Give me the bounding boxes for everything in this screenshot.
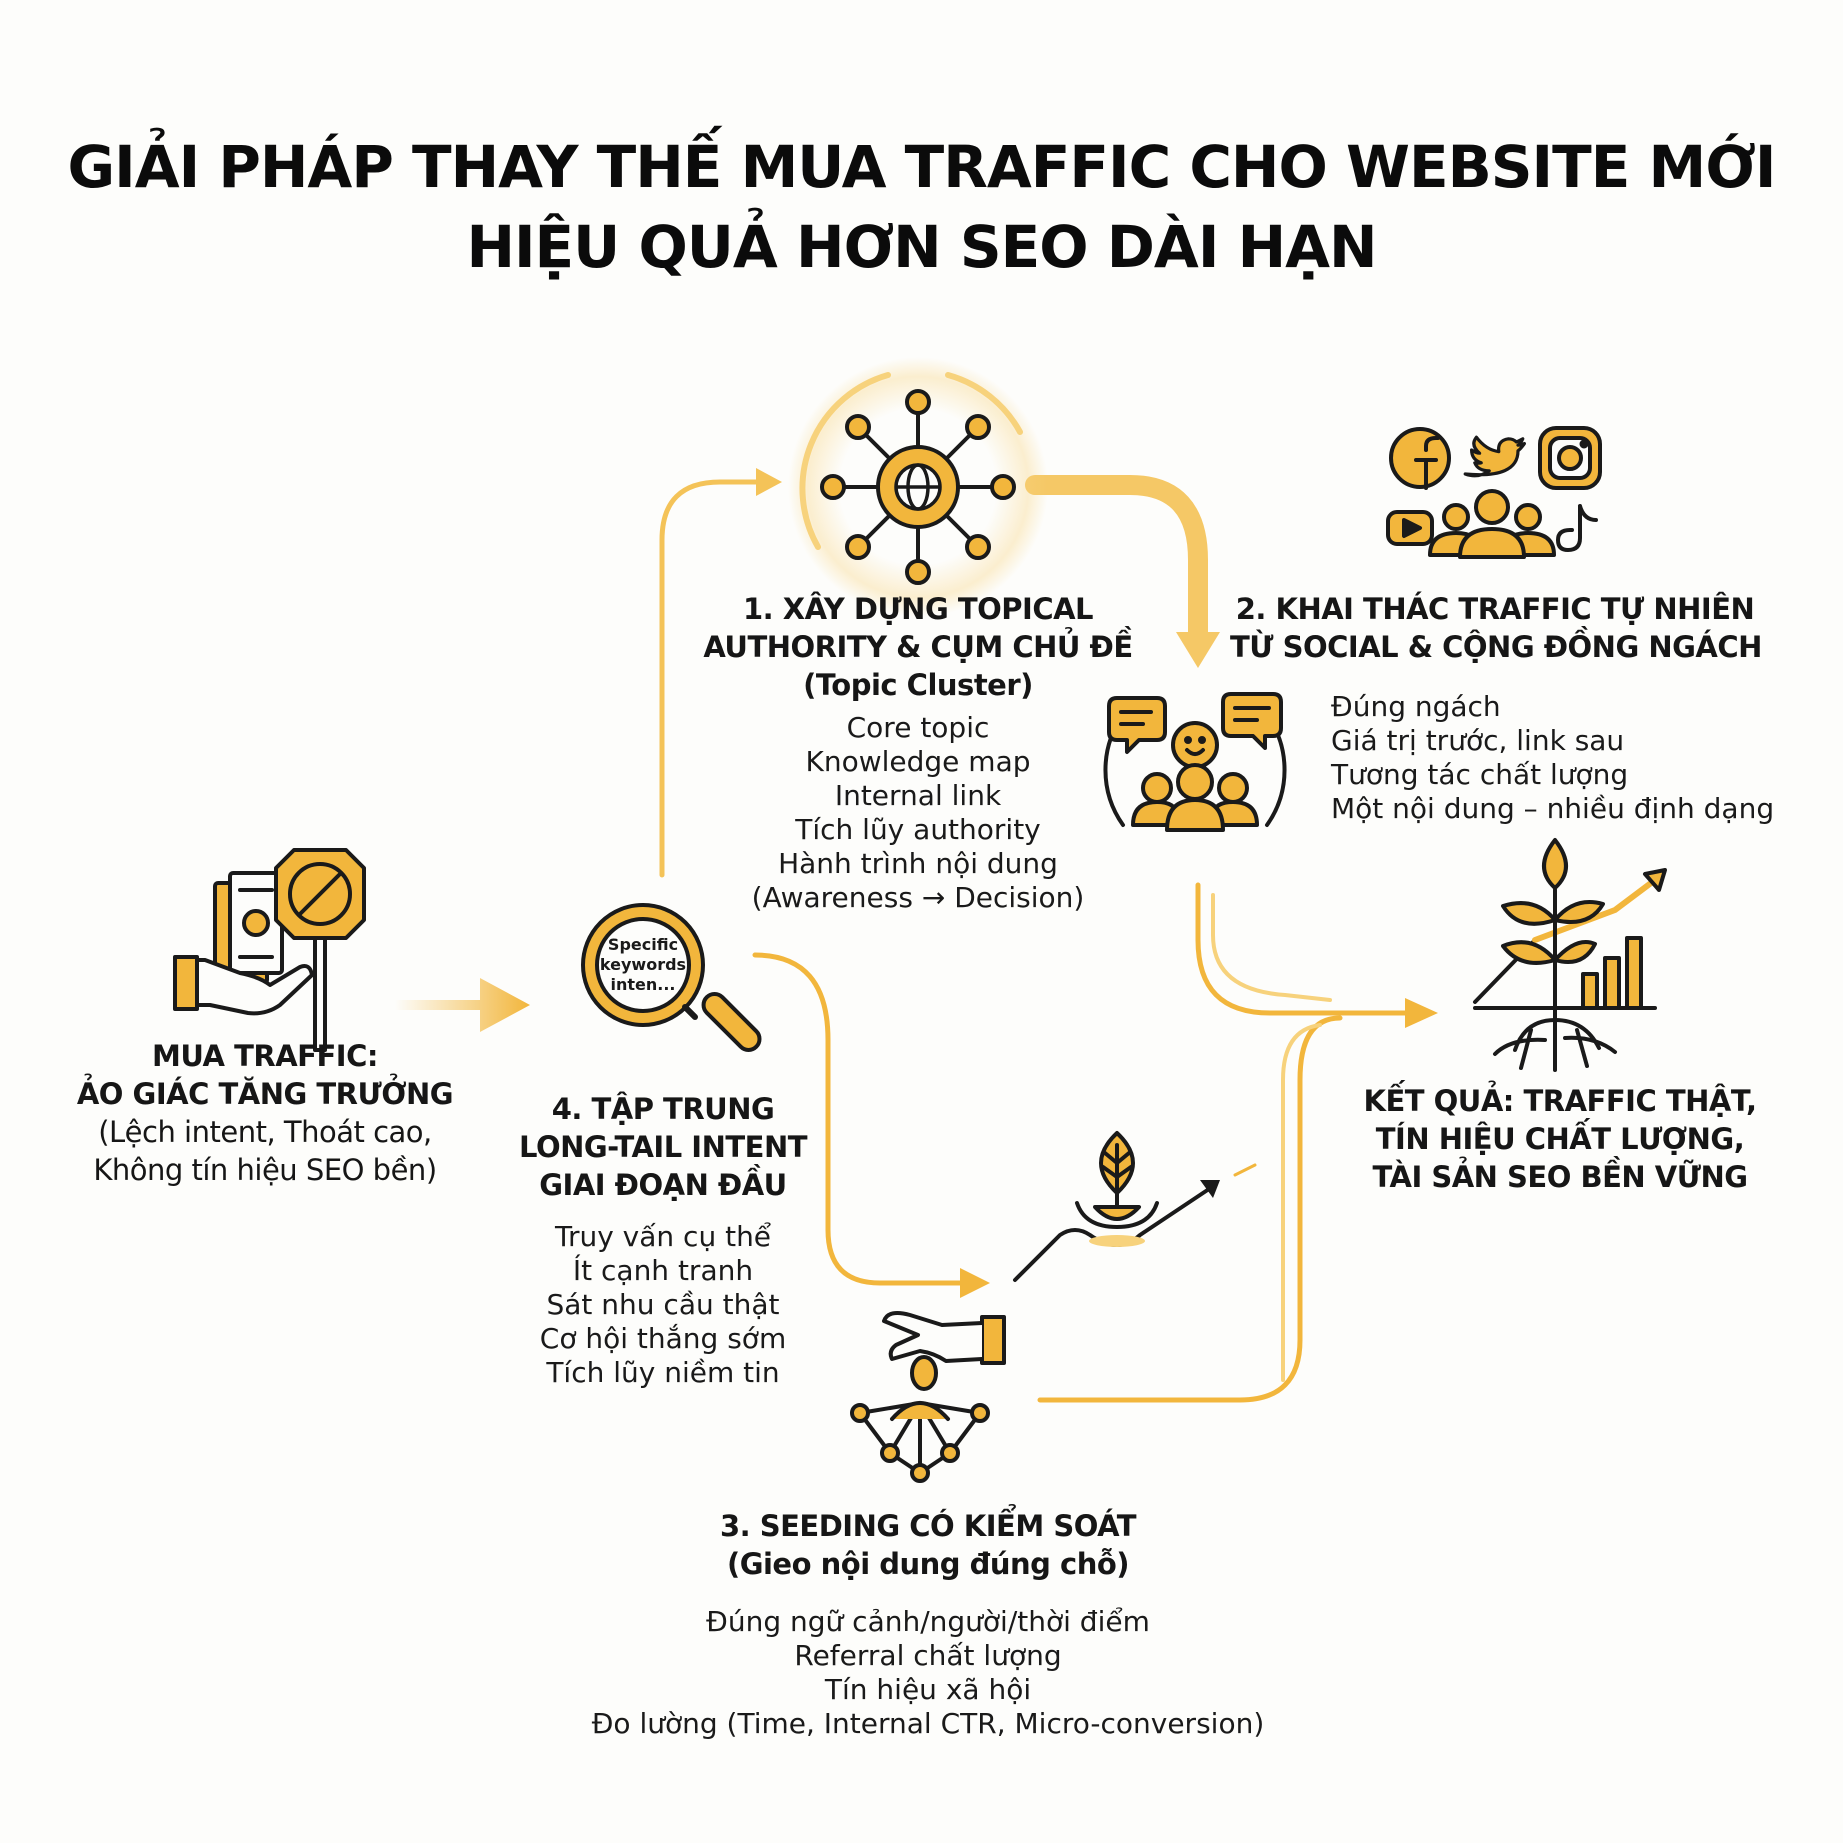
twitter-icon xyxy=(1465,437,1524,476)
step1-item: (Awareness → Decision) xyxy=(751,881,1085,914)
step2-item: Một nội dung – nhiều định dạng xyxy=(1331,792,1775,825)
step1-heading-1: 1. XÂY DỰNG TOPICAL xyxy=(742,592,1094,626)
social-icons xyxy=(1388,428,1600,557)
step4-heading-1: 4. TẬP TRUNG xyxy=(551,1092,775,1126)
step3-heading-1: 3. SEEDING CÓ KIỂM SOÁT xyxy=(719,1509,1137,1543)
step1-item: Hành trình nội dung xyxy=(778,847,1058,880)
magnifier-text-1: Specific xyxy=(607,935,679,954)
step1-item: Tích lũy authority xyxy=(795,813,1041,846)
arrowhead-step3 xyxy=(960,1268,990,1298)
step3-heading-2: (Gieo nội dung đúng chỗ) xyxy=(726,1547,1130,1581)
plant-growth-chart-icon xyxy=(1475,840,1665,1070)
step4-item: Truy vấn cụ thể xyxy=(554,1220,772,1253)
tiktok-icon xyxy=(1558,506,1596,550)
step4-heading-2: LONG-TAIL INTENT xyxy=(519,1130,807,1164)
chat-bubble-right xyxy=(1223,694,1281,748)
step4-heading-3: GIAI ĐOẠN ĐẦU xyxy=(539,1168,787,1202)
magnifier-text-2: keywords xyxy=(599,955,687,974)
step3-item: Đúng ngữ cảnh/người/thời điểm xyxy=(706,1605,1150,1638)
step4-heading xyxy=(503,1090,823,1204)
step2-item: Giá trị trước, link sau xyxy=(1331,724,1625,757)
buy-traffic-heading-2: ẢO GIÁC TĂNG TRƯỞNG xyxy=(76,1077,454,1111)
step2-list xyxy=(1331,690,1821,826)
step2-heading-1: 2. KHAI THÁC TRAFFIC TỰ NHIÊN xyxy=(1235,592,1755,626)
arrowhead-result xyxy=(1405,998,1438,1028)
step2-item: Đúng ngách xyxy=(1331,690,1501,723)
result-heading-1: KẾT QUẢ: TRAFFIC THẬT, xyxy=(1363,1084,1757,1118)
step3-list xyxy=(528,1605,1328,1741)
result-heading xyxy=(1340,1082,1780,1196)
step3-item: Đo lường (Time, Internal CTR, Micro-conversion) xyxy=(591,1707,1265,1740)
magnifier-text-3: inten... xyxy=(610,975,676,994)
step2-item: Tương tác chất lượng xyxy=(1331,758,1629,791)
arrow-step2-to-result xyxy=(1198,885,1410,1013)
arrow-buy-to-step4 xyxy=(395,978,530,1032)
hand-seeding-icon xyxy=(852,1313,1004,1481)
result-heading-3: TÀI SẢN SEO BỀN VỮNG xyxy=(1372,1160,1748,1194)
arrow-step2-to-result-light xyxy=(1213,895,1330,1000)
step2-heading-2: TỪ SOCIAL & CỘNG ĐỒNG NGÁCH xyxy=(1230,630,1762,664)
network-globe-icon xyxy=(788,357,1048,617)
instagram-icon xyxy=(1540,428,1600,488)
result-heading-2: TÍN HIỆU CHẤT LƯỢNG, xyxy=(1375,1122,1745,1156)
step4-list xyxy=(503,1220,823,1390)
people-group-icon xyxy=(1430,491,1554,557)
step1-item: Core topic xyxy=(846,711,990,744)
youtube-icon xyxy=(1388,512,1432,544)
stop-sign-icon xyxy=(276,850,364,1050)
step1-item: Knowledge map xyxy=(805,745,1031,778)
arrow-growth-yellow xyxy=(1235,1165,1255,1175)
step1-heading xyxy=(668,590,1168,704)
buy-traffic-heading-1: MUA TRAFFIC: xyxy=(152,1039,378,1073)
step1-heading-2: AUTHORITY & CỤM CHỦ ĐỀ xyxy=(703,630,1133,664)
step1-list xyxy=(668,711,1168,915)
page-title-line1: GIẢI PHÁP THAY THẾ MUA TRAFFIC CHO WEBSITE MỚI xyxy=(67,133,1776,201)
step4-item: Sát nhu cầu thật xyxy=(546,1288,780,1321)
buy-traffic-sub-2: Không tín hiệu SEO bền) xyxy=(93,1153,437,1187)
plant-roots xyxy=(1495,1008,1615,1070)
step4-item: Cơ hội thắng sớm xyxy=(539,1322,787,1355)
arrow-step3-to-result xyxy=(1040,1018,1340,1400)
buy-traffic-sub-1: (Lệch intent, Thoát cao, xyxy=(98,1115,432,1149)
arrowhead-step2 xyxy=(1176,632,1220,668)
facebook-icon xyxy=(1391,429,1449,488)
step1-item: Internal link xyxy=(834,779,1002,812)
buy-traffic-block xyxy=(55,1037,475,1189)
page-title-line2: HIỆU QUẢ HƠN SEO DÀI HẠN xyxy=(466,213,1377,281)
step4-item: Tích lũy niềm tin xyxy=(546,1356,780,1389)
magnifier-text xyxy=(593,935,693,995)
step3-heading xyxy=(628,1507,1228,1583)
step4-item: Ít cạnh tranh xyxy=(572,1254,754,1287)
step2-heading xyxy=(1230,590,1760,666)
arrowhead-step1 xyxy=(756,468,782,496)
step3-item: Referral chất lượng xyxy=(794,1639,1062,1672)
step1-heading-3: (Topic Cluster) xyxy=(803,668,1033,702)
step3-item: Tín hiệu xã hội xyxy=(824,1673,1032,1706)
